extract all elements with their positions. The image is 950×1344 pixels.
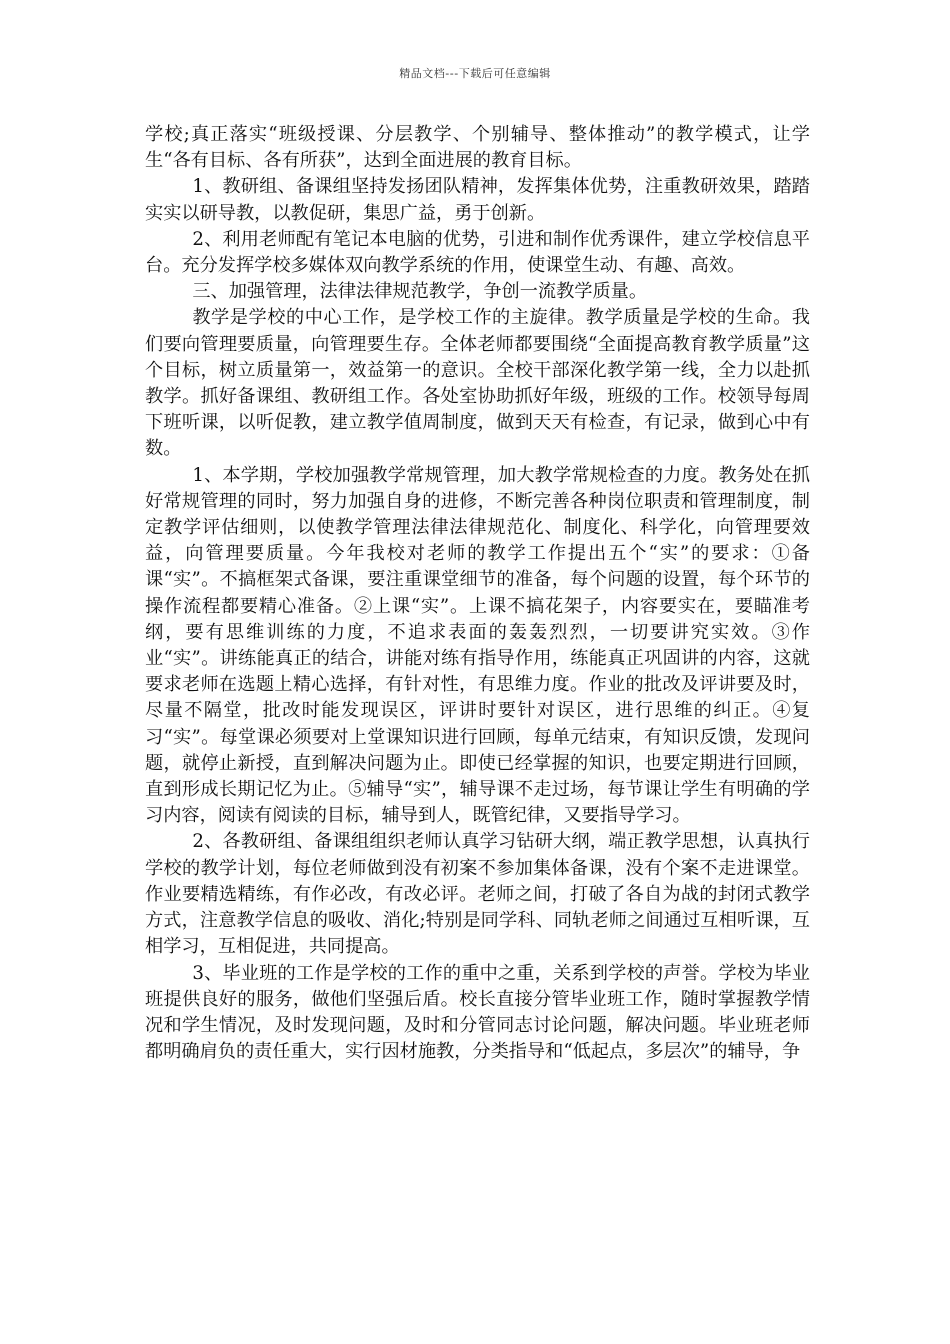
page-header: 精品文档---下载后可任意编辑 — [399, 67, 551, 80]
paragraph-intro: 学校;真正落实“班级授课、分层教学、个别辅导、整体推动”的教学模式，让学生“各有目标、各有所获”，达到全面进展的教育目标。 — [145, 124, 810, 172]
paragraph-teaching-center: 教学是学校的中心工作，是学校工作的主旋律。教学质量是学校的生命。我们要向管理要质量，向管理要生存。全体老师都要围绕“全面提高教育教学质量”这个目标，树立质量第一，效益第一的意识。全校干部深化教学第一线，全力以赴抓教学。抓好备课组、教研组工作。各处室协助抓好年级，班级的工作。校领导每周下班听课，以听促教，建立教学值周制度，做到天天有检查，有记录，做到心中有数。 — [145, 307, 810, 460]
paragraph-item-2-laptops: 2、利用老师配有笔记本电脑的优势，引进和制作优秀课件，建立学校信息平台。充分发挥学校多媒体双向教学系统的作用，使课堂生动、有趣、高效。 — [145, 228, 810, 277]
document-body — [145, 122, 810, 1065]
paragraph-item-2-research-groups: 2、各教研组、备课组组织老师认真学习钻研大纲，端正教学思想，认真执行学校的教学计划，每位老师做到没有初案不参加集体备课，没有个案不走进课堂。作业要精选精练，有作必改，有改必评。老师之间，打破了各自为战的封闭式教学方式，注意教学信息的吸收、消化;特别是同学科、同轨老师之间通过互相听课，互相学习，互相促进，共同提高。 — [145, 831, 810, 958]
section-heading-three: 三、加强管理，法律法律规范教学，争创一流教学质量。 — [192, 281, 648, 303]
paragraph-item-1-routine-management: 1、本学期，学校加强教学常规管理，加大教学常规检查的力度。教务处在抓好常规管理的同时，努力加强自身的进修，不断完善各种岗位职责和管理制度，制定教学评估细则，以使教学管理法律法律规范化、制度化、科学化，向管理要效益，向管理要质量。今年我校对老师的教学工作提出五个“实”的要求：①备课“实”。不搞框架式备课，要注重课堂细节的准备，每个问题的设置，每个环节的操作流程都要精心准备。②上课“实”。上课不搞花架子，内容要实在，要瞄准考纲，要有思维训练的力度，不追求表面的轰轰烈烈，一切要讲究实效。③作业“实”。讲练能真正的结合，讲能对练有指导作用，练能真正巩固讲的内容，这就要求老师在选题上精心选择，有针对性，有思维力度。作业的批改及评讲要及时，尽量不隔堂，批改时能发现误区，评讲时要针对误区，进行思维的纠正。④复习“实”。每堂课必须要对上堂课知识进行回顾，每单元结束，有知识反馈，发现问题，就停止新授，直到解决问题为止。即使已经掌握的知识，也要定期进行回顾，直到形成长期记忆为止。⑤辅导“实”，辅导课不走过场，每节课让学生有明确的学习内容，阅读有阅读的目标，辅导到人，既管纪律，又要指导学习。 — [145, 464, 810, 827]
paragraph-item-3-graduating-class: 3、毕业班的工作是学校的工作的重中之重，关系到学校的声誉。学校为毕业班提供良好的服务，做他们坚强后盾。校长直接分管毕业班工作，随时掌握教学情况和学生情况，及时发现问题，及时和分管同志讨论问题，解决问题。毕业班老师都明确肩负的责任重大，实行因材施教，分类指导和“低起点，多层次”的辅导，争 — [145, 962, 810, 1063]
paragraph-item-1-teaching-groups: 1、教研组、备课组坚持发扬团队精神，发挥集体优势，注重教研效果，踏踏实实以研导教，以教促研，集思广益，勇于创新。 — [145, 176, 810, 224]
